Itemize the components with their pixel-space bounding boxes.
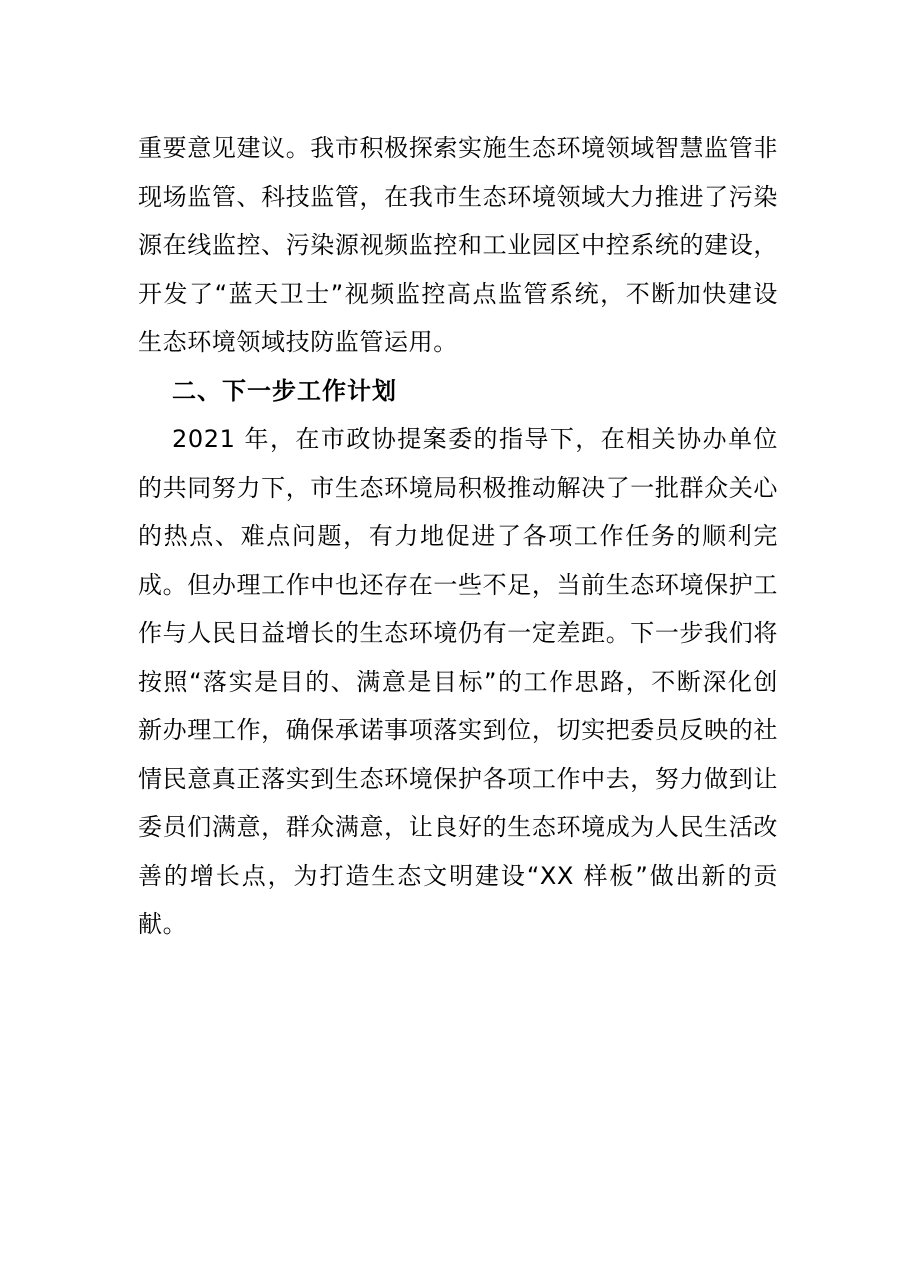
document-body <box>138 124 778 949</box>
paragraph-next-steps: 2021 年，在市政协提案委的指导下，在相关协办单位的共同努力下，市生态环境局积极推动解决了一批群众关心的热点、难点问题，有力地促进了各项工作任务的顺利完成。但办理工作中也还存在一些不足，当前生态环境保护工作与人民日益增长的生态环境仍有一定差距。下一步我们将按照“落实是目的、满意是目标”的工作思路，不断深化创新办理工作，确保承诺事项落实到位，切实把委员反映的社情民意真正落实到生态环境保护各项工作中去，努力做到让委员们满意，群众满意，让良好的生态环境成为人民生活改善的增长点，为打造生态文明建设“XX 样板”做出新的贡献。 <box>138 425 778 938</box>
paragraph-continuation: 重要意见建议。我市积极探索实施生态环境领域智慧监管非现场监管、科技监管，在我市生态环境领域大力推进了污染源在线监控、污染源视频监控和工业园区中控系统的建设，开发了“蓝天卫士”视频监控高点监管系统，不断加快建设生态环境领域技防监管运用。 <box>138 134 778 356</box>
section-heading: 二、下一步工作计划 <box>172 376 397 405</box>
